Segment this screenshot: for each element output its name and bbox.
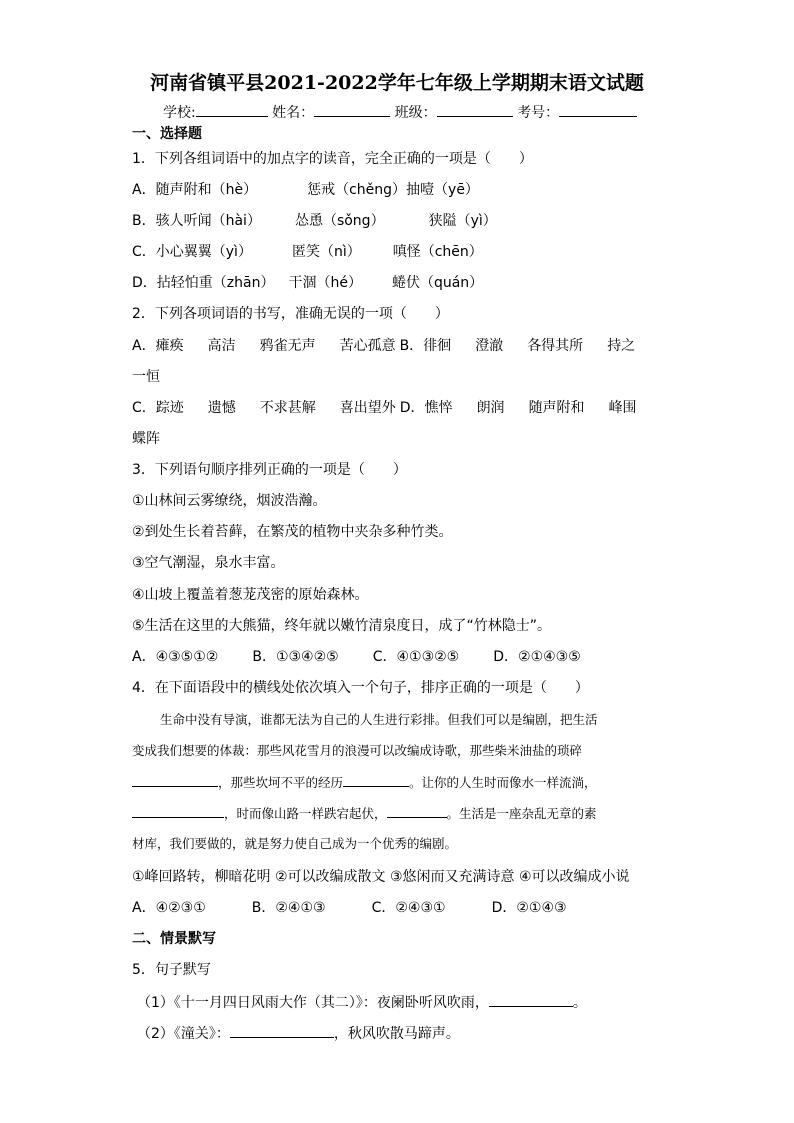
school-blank[interactable] [196,102,268,117]
q3-item-4: ④山坡上覆盖着葱茏茂密的原始森林。 [132,587,369,603]
q1-stem: 1．下列各组词语中的加点字的读音，完全正确的一项是（ ） [132,151,533,167]
school-label: 学校: [163,105,196,121]
section-heading-choice: 一、选择题 [132,126,202,142]
name-label: 姓名： [272,105,315,121]
q5-sentence-1: （1）《十一月四日风雨大作（其二）》：夜阑卧听风吹雨， 。 [137,992,587,1013]
number-blank[interactable] [559,102,637,117]
q2-options-ab: A．瘫痪 高洁 鸦雀无声 苦心孤意 B．徘徊 澄澈 各得其所 持之 [132,338,636,354]
class-blank[interactable] [437,102,513,117]
q4-paragraph-line5: 材库，我们要做的，就是努力使自己成为一个优秀的编剧。 [132,836,458,851]
q4-blank-4[interactable] [387,803,447,818]
q1-option-b: B．骇人听闻（hài） 怂恿（sǒng） 狭隘（yì） [132,213,497,229]
page-title: 河南省镇平县2021-2022学年七年级上学期期末语文试题 [150,72,644,94]
q5-stem: 5．句子默写 [132,962,211,978]
q1-option-a: A．随声附和（hè） 惩戒（chěng）抽噎（yē） [132,182,479,198]
student-info-line [163,102,637,123]
q3-stem: 3．下列语句顺序排列正确的一项是（ ） [132,462,407,478]
q1-option-d: D．拈轻怕重（zhān） 干涸（hé） 蜷伏（quán） [132,275,484,291]
q3-options: A．④③⑤①② B．①③④②⑤ C．④①③②⑤ D．②①④③⑤ [132,649,581,665]
q3-item-2: ②到处生长着苔藓，在繁茂的植物中夹杂多种竹类。 [132,524,453,540]
q1-option-c: C．小心翼翼（yì） 匿笑（nì） 嗔怪（chēn） [132,244,483,260]
q2-options-cd-wrap: 蝶阵 [132,431,160,447]
number-label: 考号： [517,105,560,121]
section-heading-dictation: 二、情景默写 [132,931,216,947]
q3-item-1: ①山林间云雾缭绕，烟波浩瀚。 [132,493,327,509]
q2-options-ab-wrap: 一恒 [132,369,160,385]
q4-paragraph-line1: 生命中没有导演，谁都无法为自己的人生进行彩排。但我们可以是编剧，把生活 [160,712,598,727]
q4-blank-2[interactable] [343,772,409,787]
q3-item-5: ⑤生活在这里的大熊猫，终年就以嫩竹清泉度日，成了“竹林隐士”。 [132,618,552,634]
q2-stem: 2．下列各项词语的书写，准确无误的一项（ ） [132,306,449,322]
q3-item-3: ③空气潮湿，泉水丰富。 [132,555,285,571]
q4-blank-3[interactable] [132,803,224,818]
q4-paragraph-line2: 变成我们想要的体裁：那些风花雪月的浪漫可以改编成诗歌，那些柴米油盐的琐碎 [132,743,583,758]
q5-blank-1[interactable] [489,992,573,1007]
q5-sentence-2: （2）《潼关》： ，秋风吹散马蹄声。 [137,1023,460,1044]
q4-paragraph-line3: ，那些坎坷不平的经历 。让你的人生时而像水一样流淌， [132,772,597,793]
name-blank[interactable] [314,102,390,117]
q4-paragraph-line4: ，时而像山路一样跌宕起伏， 。生活是一座杂乱无章的素 [132,803,597,824]
q4-blank-1[interactable] [132,772,218,787]
q5-blank-2[interactable] [230,1023,334,1038]
q4-stem: 4．在下面语段中的横线处依次填入一个句子，排序正确的一项是（ ） [132,680,589,696]
class-label: 班级： [394,105,437,121]
q4-options: A．④②③① B．②④①③ C．②④③① D．②①④③ [132,900,567,916]
q2-options-cd: C．踪迹 遗憾 不求甚解 喜出望外 D．憔悴 朗润 随声附和 峰围 [132,400,637,416]
q4-choices: ①峰回路转，柳暗花明 ②可以改编成散文 ③悠闲而又充满诗意 ④可以改编成小说 [132,869,630,885]
